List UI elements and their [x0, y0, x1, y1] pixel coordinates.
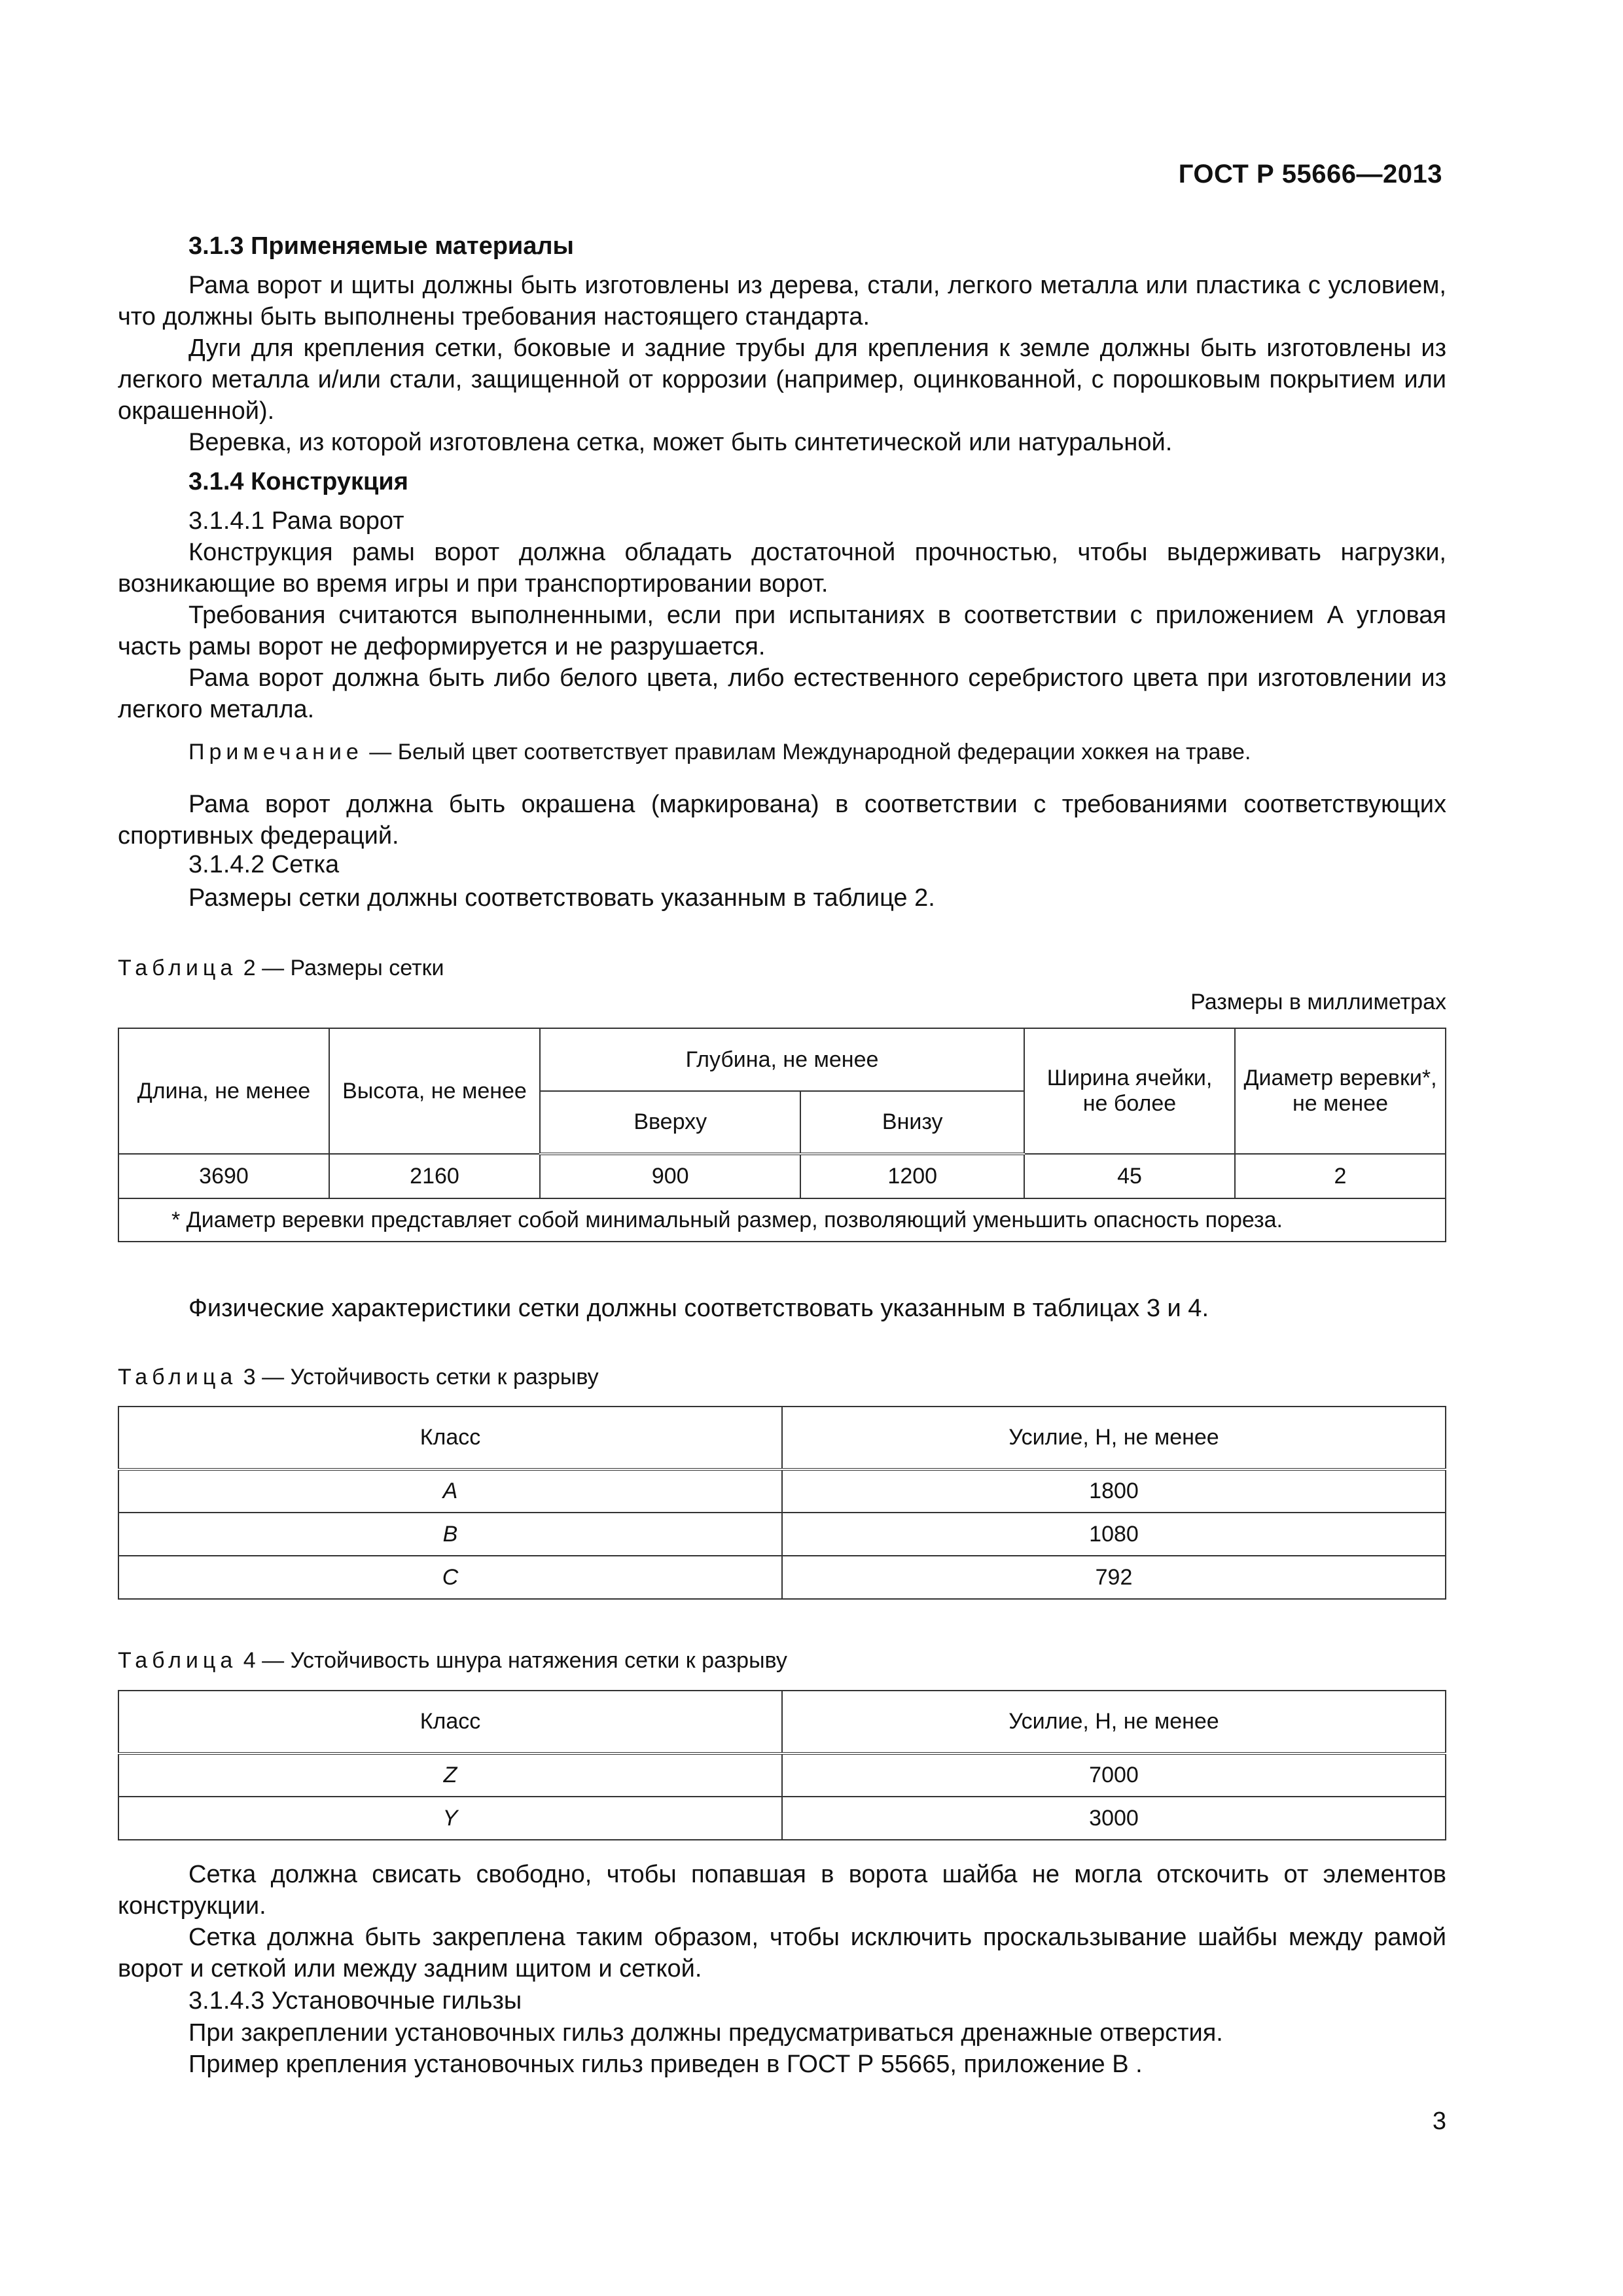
caption-label: Таблица — [118, 1365, 238, 1390]
table-cell: 45 — [1024, 1154, 1235, 1198]
column-header: Внизу — [800, 1091, 1024, 1154]
page-number: 3 — [1432, 2108, 1446, 2135]
paragraph: При закреплении установочных гильз должны предусматриваться дренажные отверстия. — [188, 2019, 1223, 2047]
table-cell: 2160 — [329, 1154, 540, 1198]
table-cell: 900 — [540, 1154, 800, 1198]
table-4 — [118, 1690, 1446, 1840]
subsection-heading-3-1-4-3: 3.1.4.3 Установочные гильзы — [188, 1987, 522, 2015]
table-2 — [118, 1028, 1446, 1242]
column-header: Класс — [118, 1691, 782, 1753]
paragraph: Дуги для крепления сетки, боковые и задние трубы для крепления к земле должны быть изготовлены из легкого металла и/или стали, защищенной от коррозии (например, оцинкованной, с порошковым покрытием или окрашенной). — [118, 334, 1446, 425]
table-2-caption — [118, 956, 444, 981]
column-header: Класс — [118, 1407, 782, 1469]
table-footnote: * Диаметр веревки представляет собой минимальный размер, позволяющий уменьшить опасность пореза. — [118, 1198, 1446, 1242]
header-line: Диаметр веревки*, — [1243, 1066, 1437, 1090]
paragraph: Рама ворот должна быть либо белого цвета, либо естественного серебристого цвета при изготовлении из легкого металла. — [118, 664, 1446, 723]
caption-text: 3 — Устойчивость сетки к разрыву — [237, 1365, 599, 1390]
column-header: Длина, не менее — [118, 1028, 329, 1154]
column-header: Усилие, Н, не менее — [782, 1407, 1446, 1469]
table-cell: Z — [118, 1753, 782, 1797]
table-cell: 3000 — [782, 1797, 1446, 1840]
table-2-units: Размеры в миллиметрах — [1190, 990, 1446, 1014]
table-footnote-row — [118, 1198, 1446, 1242]
table-row — [118, 1154, 1446, 1198]
table-3 — [118, 1406, 1446, 1600]
table-cell: 3690 — [118, 1154, 329, 1198]
table-3-caption — [118, 1365, 599, 1390]
paragraph: Требования считаются выполненными, если при испытаниях в соответствии с приложением А угловая часть рамы ворот не деформируется и не разрушается. — [118, 601, 1446, 660]
table-cell: 1200 — [800, 1154, 1024, 1198]
section-heading-3-1-3: 3.1.3 Применяемые материалы — [188, 232, 574, 260]
table-cell: Y — [118, 1797, 782, 1840]
table-row — [118, 1556, 1446, 1599]
document-code: ГОСТ Р 55666—2013 — [1178, 160, 1442, 188]
column-header — [1024, 1028, 1235, 1154]
section-heading-3-1-4: 3.1.4 Конструкция — [188, 468, 408, 495]
header-line: не менее — [1292, 1091, 1388, 1116]
paragraph: Сетка должна свисать свободно, чтобы попавшая в ворота шайба не могла отскочить от элементов конструкции. — [118, 1861, 1446, 1920]
column-header: Глубина, не менее — [540, 1028, 1024, 1091]
paragraph: Физические характеристики сетки должны соответствовать указанным в таблицах 3 и 4. — [188, 1295, 1209, 1322]
header-line: не более — [1082, 1091, 1177, 1116]
paragraph: Рама ворот и щиты должны быть изготовлены из дерева, стали, легкого металла или пластика с условием, что должны быть выполнены требования настоящего стандарта. — [118, 272, 1446, 331]
table-cell: A — [118, 1469, 782, 1513]
note-text: — Белый цвет соответствует правилам Международной федерации хоккея на траве. — [363, 740, 1251, 764]
table-4-caption — [118, 1648, 787, 1674]
table-cell: 1800 — [782, 1469, 1446, 1513]
column-header: Вверху — [540, 1091, 800, 1154]
table-row — [118, 1753, 1446, 1797]
caption-text: 2 — Размеры сетки — [237, 956, 444, 980]
header-line: Ширина ячейки, — [1046, 1066, 1213, 1090]
caption-label: Таблица — [118, 956, 238, 980]
table-cell: 2 — [1235, 1154, 1446, 1198]
subsection-heading-3-1-4-2: 3.1.4.2 Сетка — [188, 851, 340, 878]
table-row — [118, 1469, 1446, 1513]
paragraph: Рама ворот должна быть окрашена (маркирована) в соответствии с требованиями соответствующих спортивных федераций. — [118, 791, 1446, 850]
paragraph: Конструкция рамы ворот должна обладать достаточной прочностью, чтобы выдерживать нагрузки, возникающие во время игры и при транспортировании ворот. — [118, 539, 1446, 598]
table-cell: 1080 — [782, 1513, 1446, 1556]
column-header: Усилие, Н, не менее — [782, 1691, 1446, 1753]
table-row — [118, 1797, 1446, 1840]
paragraph: Веревка, из которой изготовлена сетка, может быть синтетической или натуральной. — [188, 429, 1173, 456]
paragraph: Сетка должна быть закреплена таким образом, чтобы исключить проскальзывание шайбы между рамой ворот и сеткой или между задним щитом и сеткой. — [118, 1924, 1446, 1982]
caption-text: 4 — Устойчивость шнура натяжения сетки к разрыву — [237, 1648, 787, 1673]
table-cell: C — [118, 1556, 782, 1599]
subsection-heading-3-1-4-1: 3.1.4.1 Рама ворот — [188, 507, 404, 535]
note-label: Примечание — [188, 740, 363, 764]
paragraph: Размеры сетки должны соответствовать указанным в таблице 2. — [188, 884, 935, 912]
column-header — [1235, 1028, 1446, 1154]
column-header: Высота, не менее — [329, 1028, 540, 1154]
table-cell: B — [118, 1513, 782, 1556]
table-cell: 7000 — [782, 1753, 1446, 1797]
table-row — [118, 1513, 1446, 1556]
caption-label: Таблица — [118, 1648, 238, 1673]
paragraph: Пример крепления установочных гильз приведен в ГОСТ Р 55665, приложение В . — [188, 2051, 1143, 2078]
note — [188, 740, 1251, 765]
table-cell: 792 — [782, 1556, 1446, 1599]
